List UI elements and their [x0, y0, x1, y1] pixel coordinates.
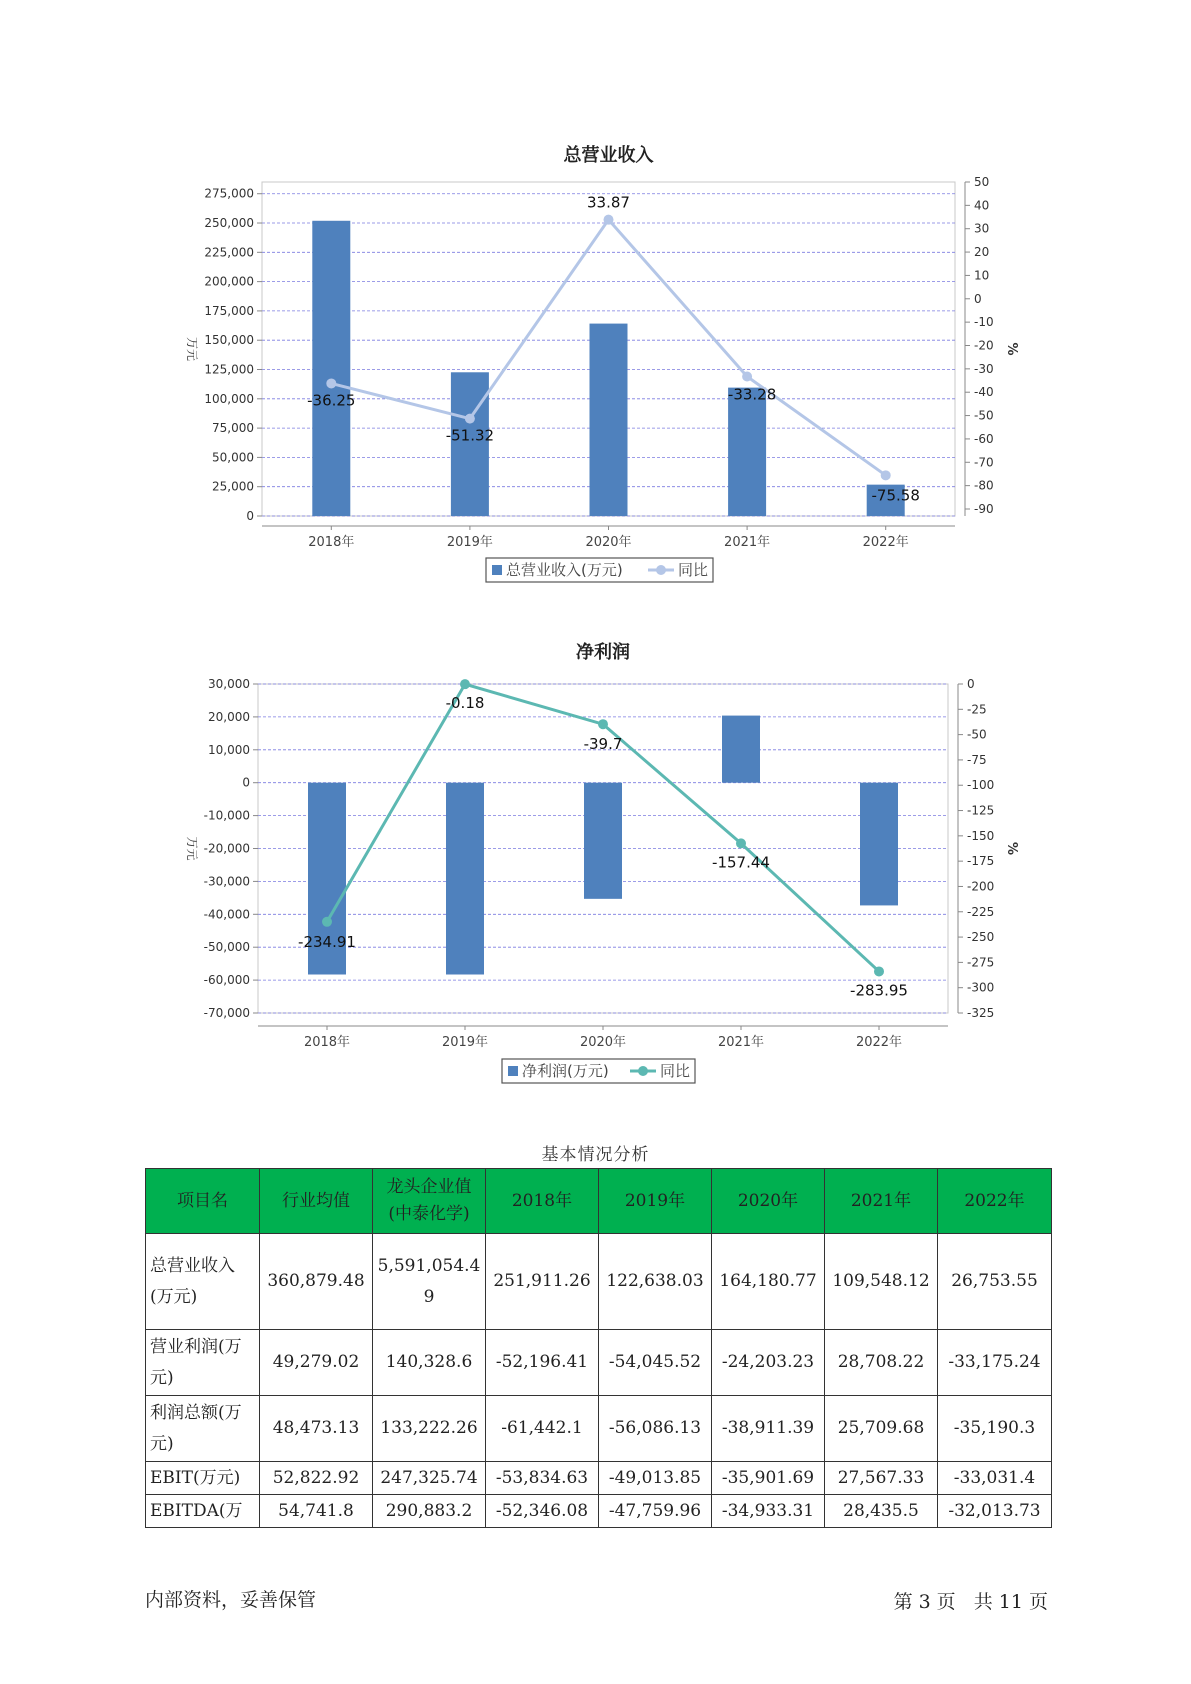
data-label: -36.25: [307, 391, 356, 410]
bar: [860, 783, 898, 906]
table-cell: 28,435.5: [825, 1495, 938, 1528]
table-cell: 49,279.02: [260, 1330, 373, 1396]
bar: [722, 716, 760, 783]
x-tick-label: 2019年: [441, 1035, 489, 1050]
row-label: 利润总额(万元): [146, 1396, 260, 1462]
total-unit: 页: [1028, 1591, 1048, 1613]
data-label: -51.32: [445, 426, 495, 445]
table-cell: 247,325.74: [373, 1462, 486, 1495]
y-tick-label: -60,000: [203, 973, 250, 988]
table-cell: -33,031.4: [938, 1462, 1052, 1495]
header-cell: 2020年: [712, 1169, 825, 1234]
legend-line-marker: [638, 1066, 648, 1076]
basic-analysis-table: [145, 1168, 1052, 1528]
x-tick-label: 2022年: [862, 535, 909, 550]
y2-tick-label: -275: [967, 955, 995, 970]
table-cell: 52,822.92: [260, 1462, 373, 1495]
table-cell: 109,548.12: [825, 1234, 938, 1330]
y2-tick-label: 20: [974, 245, 990, 260]
y2-tick-label: -250: [967, 930, 995, 945]
y-tick-label: -40,000: [203, 907, 250, 922]
y-tick-label: 150,000: [204, 333, 254, 348]
y-tick-label: 50,000: [212, 450, 254, 465]
y2-tick-label: 40: [974, 198, 990, 213]
chart-title: 净利润: [576, 642, 630, 663]
table-cell: -35,190.3: [938, 1396, 1052, 1462]
page-prefix: 第: [893, 1591, 913, 1613]
y-tick-label: 0: [246, 509, 254, 523]
table-cell: 140,328.6: [373, 1330, 486, 1396]
table-row: [146, 1462, 1052, 1495]
yoy-point: [322, 917, 332, 927]
data-label: -39.7: [583, 735, 623, 754]
data-label: -157.44: [712, 853, 770, 872]
y-tick-label: 225,000: [204, 245, 254, 260]
y2-tick-label: 30: [974, 221, 990, 236]
y-tick-label: -50,000: [203, 940, 250, 955]
bar: [446, 783, 484, 975]
confidential-note: 内部资料，妥善保管: [145, 1589, 317, 1611]
table-cell: -24,203.23: [712, 1330, 825, 1396]
legend-bar-label: 总营业收入(万元): [506, 561, 623, 579]
chart-title: 总营业收入: [563, 145, 654, 166]
y2-axis-label: %: [1004, 841, 1019, 856]
table-cell: 26,753.55: [938, 1234, 1052, 1330]
y2-tick-label: -50: [974, 408, 994, 423]
page-unit: 页: [936, 1591, 956, 1613]
table-cell: -61,442.1: [486, 1396, 599, 1462]
table-cell: 164,180.77: [712, 1234, 825, 1330]
x-tick-label: 2018年: [308, 535, 355, 550]
table-cell: 27,567.33: [825, 1462, 938, 1495]
y-axis-label: 万元: [185, 836, 199, 861]
header-cell: 项目名: [146, 1169, 260, 1234]
row-label: EBITDA(万: [146, 1495, 260, 1528]
data-label: -75.58: [871, 486, 920, 505]
y2-tick-label: -200: [967, 879, 995, 894]
y2-tick-label: 0: [967, 677, 975, 691]
table-cell: -47,759.96: [599, 1495, 712, 1528]
x-tick-label: 2018年: [303, 1035, 351, 1050]
data-label: -234.91: [298, 932, 356, 951]
y-tick-label: 0: [242, 775, 250, 790]
y2-tick-label: -40: [974, 385, 994, 400]
header-cell: 2019年: [599, 1169, 712, 1234]
y2-tick-label: -300: [967, 980, 995, 995]
x-tick-label: 2021年: [717, 1035, 765, 1050]
bar: [584, 783, 622, 899]
y-tick-label: 30,000: [208, 677, 250, 691]
table-cell: -53,834.63: [486, 1462, 599, 1495]
table-cell: 25,709.68: [825, 1396, 938, 1462]
total-pages: 11: [998, 1591, 1023, 1613]
y2-tick-label: -50: [967, 727, 987, 742]
y-axis-label: 万元: [185, 336, 199, 362]
y-tick-label: -70,000: [203, 1006, 250, 1020]
y-tick-label: -10,000: [203, 808, 250, 823]
x-tick-label: 2020年: [579, 1035, 627, 1050]
y2-tick-label: -25: [967, 702, 987, 717]
table-cell: -52,196.41: [486, 1330, 599, 1396]
table-row: [146, 1234, 1052, 1330]
table-caption: 基本情况分析: [541, 1145, 650, 1165]
y2-tick-label: -325: [967, 1006, 995, 1020]
x-tick-label: 2021年: [724, 535, 771, 550]
row-label: EBIT(万元): [146, 1462, 260, 1495]
legend-bar-label: 净利润(万元): [522, 1062, 609, 1080]
table-cell: -49,013.85: [599, 1462, 712, 1495]
yoy-point: [736, 838, 746, 848]
table-header-row: [146, 1169, 1052, 1234]
y-tick-label: 200,000: [204, 274, 254, 289]
legend-bar-swatch: [508, 1066, 518, 1076]
y-tick-label: 25,000: [212, 479, 254, 494]
y2-tick-label: -20: [974, 338, 994, 353]
table-cell: 5,591,054.49: [373, 1234, 486, 1330]
table-cell: -34,933.31: [712, 1495, 825, 1528]
y2-tick-label: 10: [974, 268, 990, 283]
y2-tick-label: -75: [967, 752, 987, 767]
y-tick-label: 20,000: [208, 709, 250, 724]
row-label: 营业利润(万元): [146, 1330, 260, 1396]
table-cell: 28,708.22: [825, 1330, 938, 1396]
row-label: 总营业收入(万元): [146, 1234, 260, 1330]
y-tick-label: 125,000: [204, 362, 254, 377]
y2-tick-label: -80: [974, 478, 994, 493]
y-tick-label: 10,000: [208, 742, 250, 757]
table-cell: 133,222.26: [373, 1396, 486, 1462]
legend-line-label: 同比: [660, 1062, 691, 1080]
table-cell: -32,013.73: [938, 1495, 1052, 1528]
x-tick-label: 2020年: [585, 535, 632, 550]
y2-axis-label: %: [1004, 342, 1019, 356]
data-label: 33.87: [587, 193, 630, 212]
y2-tick-label: -225: [967, 904, 995, 919]
y-tick-label: 275,000: [204, 186, 254, 201]
table-cell: 360,879.48: [260, 1234, 373, 1330]
table-cell: 290,883.2: [373, 1495, 486, 1528]
yoy-point: [598, 719, 608, 729]
legend-line-label: 同比: [678, 561, 709, 579]
header-cell: 2018年: [486, 1169, 599, 1234]
table-row: [146, 1330, 1052, 1396]
table-cell: 251,911.26: [486, 1234, 599, 1330]
page-number: 3: [918, 1591, 931, 1613]
y2-tick-label: -30: [974, 361, 994, 376]
table-row: [146, 1396, 1052, 1462]
x-tick-label: 2019年: [446, 535, 493, 550]
table-cell: -52,346.08: [486, 1495, 599, 1528]
data-label: -283.95: [850, 981, 908, 1000]
y2-tick-label: -90: [974, 501, 994, 516]
data-label: -33.28: [727, 385, 777, 404]
y2-tick-label: 0: [974, 291, 982, 306]
page-indicator: [891, 1587, 1051, 1614]
y-tick-label: -20,000: [203, 841, 250, 856]
header-cell: 行业均值: [260, 1169, 373, 1234]
table-cell: -56,086.13: [599, 1396, 712, 1462]
y-tick-label: 75,000: [212, 421, 254, 436]
table-cell: 122,638.03: [599, 1234, 712, 1330]
y2-tick-label: -10: [974, 315, 994, 330]
table-cell: 48,473.13: [260, 1396, 373, 1462]
y2-tick-label: -70: [974, 455, 994, 470]
y2-tick-label: -175: [967, 854, 995, 869]
table-cell: -38,911.39: [712, 1396, 825, 1462]
y2-tick-label: -100: [967, 778, 995, 793]
header-cell: 2021年: [825, 1169, 938, 1234]
y-tick-label: -30,000: [203, 874, 250, 889]
table-cell: -33,175.24: [938, 1330, 1052, 1396]
y2-tick-label: -60: [974, 431, 994, 446]
y2-tick-label: 50: [974, 175, 990, 189]
header-cell: 2022年: [938, 1169, 1052, 1234]
yoy-point: [460, 679, 470, 689]
header-cell: 龙头企业值(中泰化学): [373, 1169, 486, 1234]
data-label: -0.18: [445, 694, 485, 713]
total-prefix: 共: [973, 1591, 993, 1613]
x-tick-label: 2022年: [855, 1035, 903, 1050]
y2-tick-label: -150: [967, 828, 995, 843]
y-tick-label: 250,000: [204, 216, 254, 231]
y-tick-label: 100,000: [204, 391, 254, 406]
table-cell: -35,901.69: [712, 1462, 825, 1495]
y2-tick-label: -125: [967, 803, 995, 818]
table-row: [146, 1495, 1052, 1528]
table-cell: 54,741.8: [260, 1495, 373, 1528]
yoy-point: [874, 966, 884, 976]
table-cell: -54,045.52: [599, 1330, 712, 1396]
y-tick-label: 175,000: [204, 303, 254, 318]
